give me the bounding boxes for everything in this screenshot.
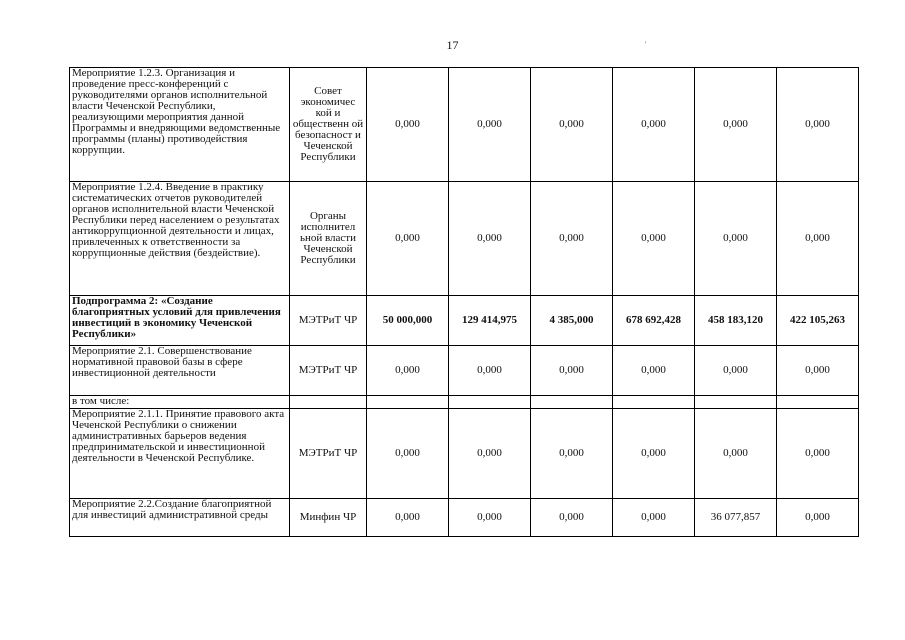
value-cell: 0,000: [367, 68, 449, 182]
value-cell: 129 414,975: [449, 296, 531, 346]
executor: Минфин ЧР: [290, 499, 367, 537]
value-cell: 422 105,263: [777, 296, 859, 346]
value-cell: 50 000,000: [367, 296, 449, 346]
table-row: [70, 409, 859, 499]
value-cell: 0,000: [367, 346, 449, 396]
value-cell: 0,000: [613, 68, 695, 182]
value-cell: 36 077,857: [695, 499, 777, 537]
executor: МЭТРиТ ЧР: [290, 346, 367, 396]
value-cell: 0,000: [695, 68, 777, 182]
value-cell: 0,000: [613, 346, 695, 396]
value-cell: 0,000: [695, 182, 777, 296]
table-row: [70, 182, 859, 296]
page-number: 17: [446, 38, 459, 52]
table-row: [70, 346, 859, 396]
section-note: в том числе:: [70, 396, 290, 409]
empty-cell: [449, 396, 531, 409]
value-cell: 0,000: [531, 182, 613, 296]
empty-cell: [531, 396, 613, 409]
executor: Органы исполнител ьной власти Чеченской Республики: [290, 182, 367, 296]
measure-name: Мероприятие 2.1. Совершенствование нормативной правовой базы в сфере инвестиционной деятельности: [70, 346, 290, 396]
value-cell: 0,000: [531, 68, 613, 182]
value-cell: 0,000: [613, 499, 695, 537]
value-cell: 0,000: [449, 182, 531, 296]
value-cell: 0,000: [613, 182, 695, 296]
value-cell: 0,000: [777, 499, 859, 537]
executor: МЭТРиТ ЧР: [290, 409, 367, 499]
value-cell: 0,000: [613, 409, 695, 499]
measure-name: Мероприятие 1.2.4. Введение в практику систематических отчетов руководителей органов исполнительной власти Чеченской Республики перед населением о результатах антикоррупционной деятельности и лицах, привлеченных к ответственности за коррупционные действия (бездействие).: [70, 182, 290, 296]
empty-cell: [777, 396, 859, 409]
value-cell: 0,000: [449, 68, 531, 182]
empty-cell: [613, 396, 695, 409]
value-cell: 0,000: [367, 409, 449, 499]
subprogram-name: Подпрограмма 2: «Создание благоприятных условий для привлечения инвестиций в экономику Чеченской Республики»: [70, 296, 290, 346]
value-cell: 0,000: [449, 499, 531, 537]
measure-name: Мероприятие 1.2.3. Организация и проведение пресс-конференций с руководителями органов исполнительной власти Чеченской Республики, реализующими мероприятия данной Программы и внедряющими ведомственные программы (планы) противодействия коррупции.: [70, 68, 290, 182]
scan-artifact-mark: ': [645, 40, 647, 49]
value-cell: 0,000: [367, 499, 449, 537]
empty-cell: [367, 396, 449, 409]
table-row: [70, 396, 859, 409]
value-cell: 0,000: [531, 346, 613, 396]
value-cell: 0,000: [777, 409, 859, 499]
measure-name: Мероприятие 2.2.Создание благоприятной для инвестиций административной среды: [70, 499, 290, 537]
measure-name: Мероприятие 2.1.1. Принятие правового акта Чеченской Республики о снижении административных барьеров ведения предпринимательской и инвестиционной деятельности в Чеченской Республике.: [70, 409, 290, 499]
value-cell: 0,000: [695, 409, 777, 499]
executor: МЭТРиТ ЧР: [290, 296, 367, 346]
program-budget-table: [69, 67, 859, 537]
value-cell: 678 692,428: [613, 296, 695, 346]
empty-cell: [290, 396, 367, 409]
value-cell: 0,000: [531, 409, 613, 499]
value-cell: 0,000: [695, 346, 777, 396]
value-cell: 0,000: [449, 409, 531, 499]
value-cell: 0,000: [367, 182, 449, 296]
value-cell: 0,000: [531, 499, 613, 537]
executor: Совет экономичес кой и общественн ой безопасност и Чеченской Республики: [290, 68, 367, 182]
value-cell: 4 385,000: [531, 296, 613, 346]
table-row: [70, 68, 859, 182]
value-cell: 0,000: [777, 346, 859, 396]
value-cell: 0,000: [449, 346, 531, 396]
subprogram-row: [70, 296, 859, 346]
empty-cell: [695, 396, 777, 409]
table-row: [70, 499, 859, 537]
value-cell: 458 183,120: [695, 296, 777, 346]
value-cell: 0,000: [777, 182, 859, 296]
value-cell: 0,000: [777, 68, 859, 182]
